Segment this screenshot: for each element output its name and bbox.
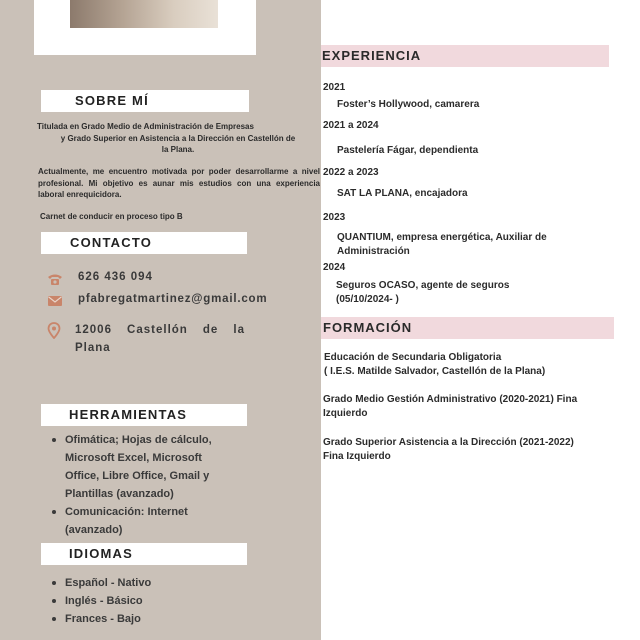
experience-job-4 [337, 231, 547, 258]
experience-year-2: 2021 a 2024 [323, 120, 379, 131]
contact-heading: CONTACTO [41, 232, 247, 254]
experience-heading: EXPERIENCIA [321, 45, 609, 67]
about-heading: SOBRE MÍ [41, 90, 249, 112]
education-entry-2-line-1: Grado Medio Gestión Administrativo (2020-2021) Fina [323, 394, 578, 405]
about-line-2: y Grado Superior en Asistencia a la Dirección en Castellón de [60, 133, 296, 143]
experience-job-2: Pastelería Fágar, dependienta [337, 145, 479, 156]
about-line-3: la Plana. [161, 145, 195, 154]
education-entry-3 [323, 436, 574, 464]
education-entry-1 [324, 351, 545, 379]
experience-year-3: 2022 a 2023 [323, 167, 379, 178]
experience-job-3: SAT LA PLANA, encajadora [337, 188, 468, 199]
education-entry-1-line-1: Educación de Secundaria Obligatoria [324, 352, 502, 363]
experience-year-5: 2024 [323, 262, 346, 273]
education-entry-3-line-1: Grado Superior Asistencia a la Dirección (2021-2022) [323, 437, 574, 448]
driving-license-note: Carnet de conducir en proceso tipo B [40, 212, 183, 221]
experience-job-5-line-2: (05/10/2024- ) [336, 293, 399, 305]
location-pin-icon [46, 322, 62, 339]
about-line-1: Titulada en Grado Medio de Administración de Empresas [37, 122, 254, 131]
education-heading: FORMACIÓN [321, 317, 614, 339]
language-item-english: Inglés - Básico [52, 592, 232, 610]
experience-year-4: 2023 [323, 212, 346, 223]
phone-number[interactable]: 626 436 094 [78, 271, 153, 283]
email-icon [46, 294, 64, 308]
experience-year-1: 2021 [323, 82, 346, 93]
experience-job-4-line-1: QUANTIUM, empresa energética, Auxiliar de [337, 232, 547, 243]
experience-job-4-line-2: Administración [337, 245, 410, 257]
language-item-spanish: Español - Nativo [52, 574, 232, 592]
tools-list [52, 431, 232, 539]
tools-item-office: Ofimática; Hojas de cálculo, Microsoft Excel, Microsoft Office, Libre Office, Gmail y Plantillas (avanzado) [52, 431, 232, 503]
contact-email [46, 293, 267, 308]
experience-job-1: Foster’s Hollywood, camarera [337, 99, 480, 110]
education-entry-2 [323, 393, 577, 421]
tools-heading: HERRAMIENTAS [41, 404, 247, 426]
education-entry-3-line-2: Fina Izquierdo [323, 451, 391, 462]
experience-job-5 [336, 279, 509, 306]
profile-photo [70, 0, 218, 28]
phone-icon [46, 272, 64, 286]
address: 12006 Castellón de la Plana [75, 324, 245, 354]
languages-list [52, 574, 232, 628]
tools-item-communication: Comunicación: Internet (avanzado) [52, 503, 232, 539]
about-paragraph-2: Actualmente, me encuentro motivada por poder desarrollarme a nivel profesional. Mi objetivo es aunar mis estudios con una experiencia laboral enrequicidora. [38, 167, 320, 199]
education-entry-1-line-2: ( I.E.S. Matilde Salvador, Castellón de la Plana) [324, 366, 546, 377]
languages-heading: IDIOMAS [41, 543, 247, 565]
about-paragraph-1 [36, 121, 320, 156]
education-entry-2-line-2: Izquierdo [323, 408, 368, 419]
experience-job-5-line-1: Seguros OCASO, agente de seguros [336, 280, 510, 291]
language-item-french: Frances - Bajo [52, 610, 232, 628]
contact-phone [46, 271, 153, 286]
email-address[interactable]: pfabregatmartinez@gmail.com [78, 293, 268, 305]
